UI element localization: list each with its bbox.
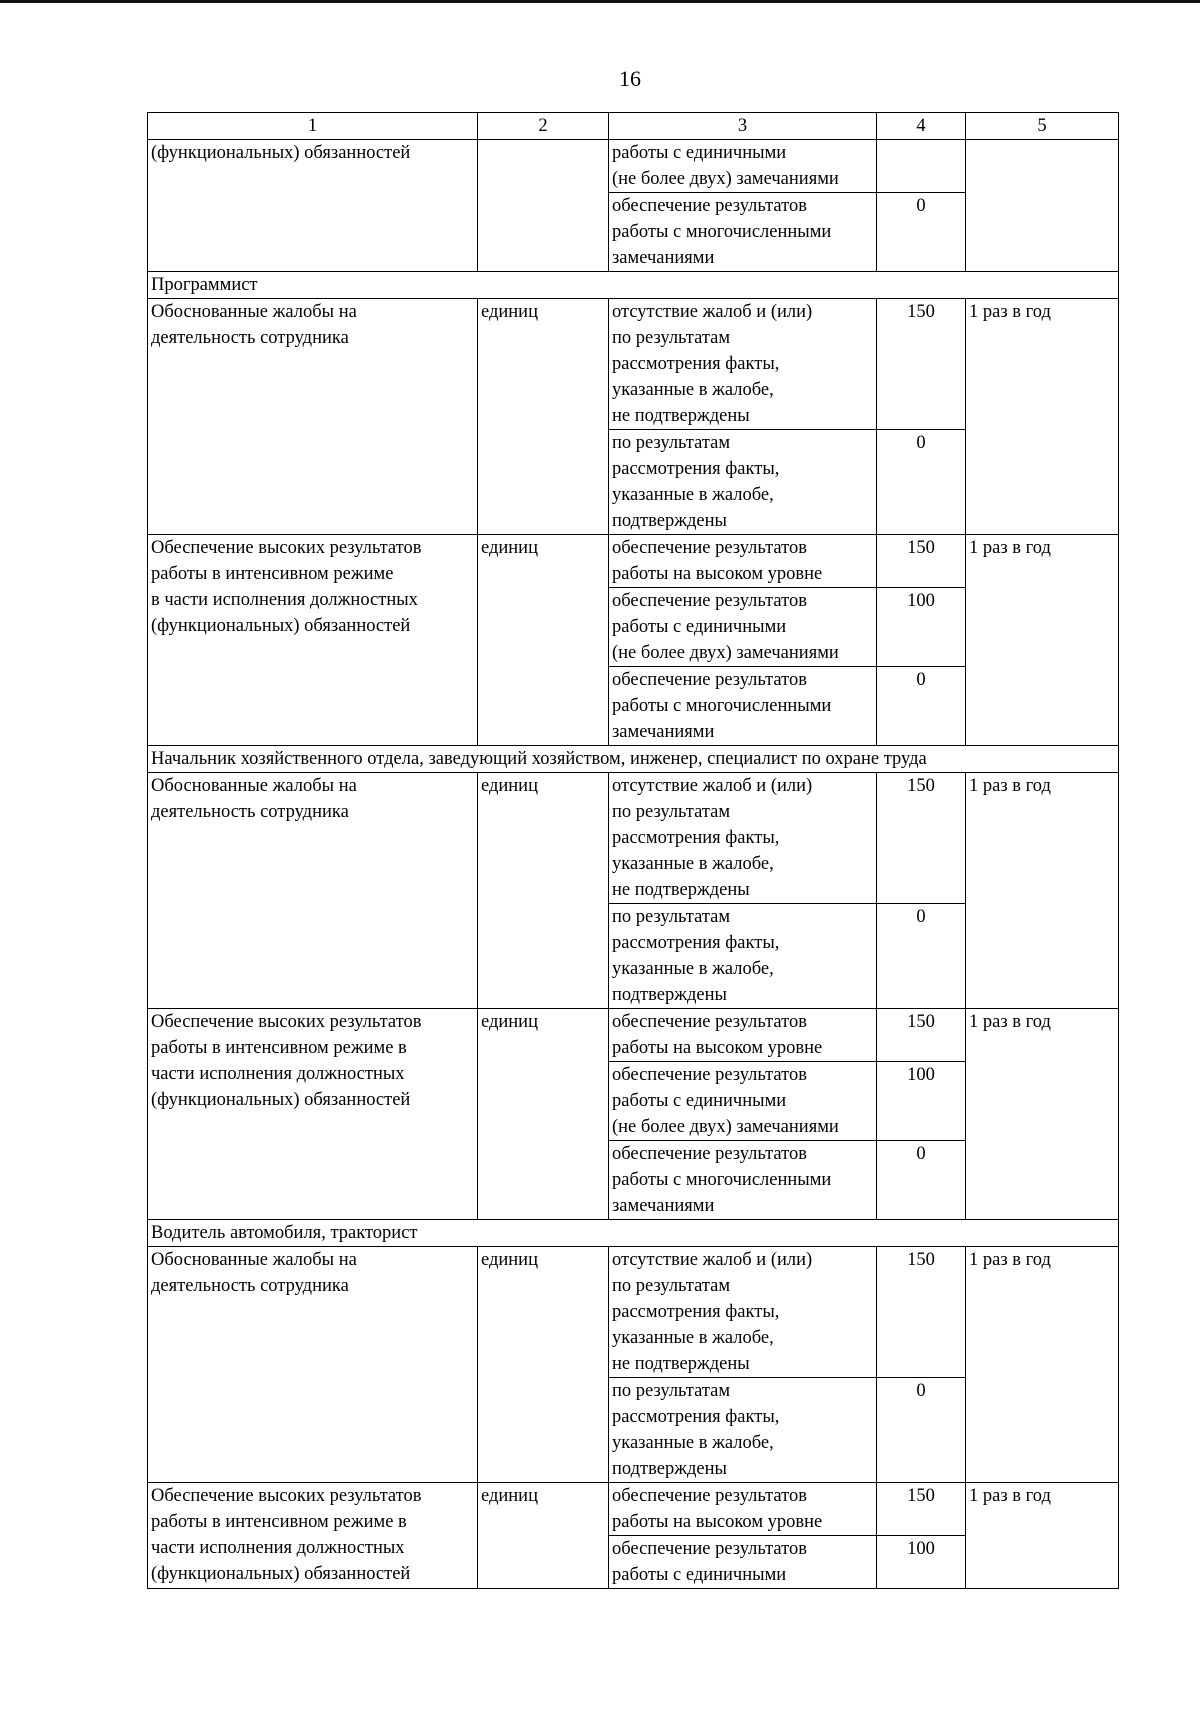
table-row — [148, 299, 1119, 430]
criterion-text-text: по результатам рассмотрения факты, указанные в жалобе, подтверждены — [612, 1381, 780, 1479]
points-value-text: 150 — [907, 1486, 935, 1506]
criterion-text — [609, 299, 877, 430]
periodicity-cell-text: 1 раз в год — [969, 302, 1051, 322]
table-row — [148, 1009, 1119, 1062]
unit-cell — [478, 1247, 609, 1483]
points-value — [877, 1062, 966, 1141]
criterion-text-text: работы с единичными (не более двух) замечаниями — [612, 143, 839, 189]
points-value — [877, 1009, 966, 1062]
criterion-text-text: обеспечение результатов работы с многочисленными замечаниями — [612, 1144, 832, 1216]
unit-cell-text: единиц — [481, 1486, 538, 1506]
column-number: 5 — [966, 113, 1119, 140]
criterion-text-text: обеспечение результатов работы с многочисленными замечаниями — [612, 196, 832, 268]
criterion-text — [609, 773, 877, 904]
points-value-text: 0 — [916, 1381, 926, 1401]
points-value — [877, 1483, 966, 1536]
points-value-text: 0 — [916, 907, 926, 927]
points-value-text: 0 — [916, 433, 926, 453]
page-number: 16 — [619, 66, 641, 91]
section-row — [148, 1220, 1119, 1247]
criterion-text — [609, 1483, 877, 1536]
criterion-text-text: отсутствие жалоб и (или) по результатам рассмотрения факты, указанные в жалобе, не подтверждены — [612, 302, 813, 426]
criterion-text-text: обеспечение результатов работы с единичными (не более двух) замечаниями — [612, 591, 839, 663]
indicator-name — [148, 535, 478, 746]
criterion-text — [609, 193, 877, 272]
points-value-text: 100 — [907, 1539, 935, 1559]
points-value-text: 0 — [916, 1144, 926, 1164]
periodicity-cell-text: 1 раз в год — [969, 538, 1051, 558]
section-row — [148, 746, 1119, 773]
criterion-text — [609, 588, 877, 667]
periodicity-cell — [966, 140, 1119, 272]
points-value — [877, 1141, 966, 1220]
criterion-text — [609, 1536, 877, 1589]
column-number: 4 — [877, 113, 966, 140]
criterion-text-text: по результатам рассмотрения факты, указанные в жалобе, подтверждены — [612, 433, 780, 531]
points-value-text: 100 — [907, 1065, 935, 1085]
indicator-name-text: Обеспечение высоких результатов работы в интенсивном режиме в части исполнения должностных (функциональных) обязанностей — [151, 1012, 422, 1110]
indicator-name — [148, 299, 478, 535]
periodicity-cell-text: 1 раз в год — [969, 1486, 1051, 1506]
unit-cell — [478, 140, 609, 272]
criterion-text — [609, 140, 877, 193]
criterion-text-text: отсутствие жалоб и (или) по результатам рассмотрения факты, указанные в жалобе, не подтверждены — [612, 1250, 813, 1374]
points-value-text: 150 — [907, 1250, 935, 1270]
indicator-name — [148, 773, 478, 1009]
indicator-name — [148, 1009, 478, 1220]
criterion-text-text: обеспечение результатов работы на высоком уровне — [612, 538, 823, 584]
periodicity-cell-text: 1 раз в год — [969, 1250, 1051, 1270]
unit-cell — [478, 299, 609, 535]
points-value-text: 150 — [907, 302, 935, 322]
criterion-text — [609, 667, 877, 746]
table-row — [148, 773, 1119, 904]
criterion-text-text: обеспечение результатов работы с многочисленными замечаниями — [612, 670, 832, 742]
unit-cell-text: единиц — [481, 538, 538, 558]
criterion-text — [609, 1247, 877, 1378]
periodicity-cell-text: 1 раз в год — [969, 1012, 1051, 1032]
criterion-text-text: обеспечение результатов работы на высоком уровне — [612, 1486, 823, 1532]
unit-cell — [478, 535, 609, 746]
periodicity-cell — [966, 535, 1119, 746]
table-row — [148, 535, 1119, 588]
points-value — [877, 535, 966, 588]
periodicity-cell — [966, 1247, 1119, 1483]
column-number: 1 — [148, 113, 478, 140]
section-title-text: Начальник хозяйственного отдела, заведующий хозяйством, инженер, специалист по охране труда — [151, 749, 927, 769]
unit-cell-text: единиц — [481, 1250, 538, 1270]
criterion-text-text: отсутствие жалоб и (или) по результатам рассмотрения факты, указанные в жалобе, не подтверждены — [612, 776, 813, 900]
section-title — [148, 272, 1119, 299]
periodicity-cell — [966, 1009, 1119, 1220]
indicator-name-text: Обоснованные жалобы на деятельность сотрудника — [151, 776, 357, 822]
column-number-row — [148, 113, 1119, 140]
points-value-text: 150 — [907, 538, 935, 558]
table-row — [148, 1483, 1119, 1536]
points-value — [877, 1536, 966, 1589]
section-title — [148, 1220, 1119, 1247]
points-value — [877, 430, 966, 535]
criterion-text-text: по результатам рассмотрения факты, указанные в жалобе, подтверждены — [612, 907, 780, 1005]
periodicity-cell-text: 1 раз в год — [969, 776, 1051, 796]
table-row — [148, 140, 1119, 193]
points-value — [877, 1378, 966, 1483]
unit-cell — [478, 773, 609, 1009]
indicator-name — [148, 140, 478, 272]
points-value — [877, 667, 966, 746]
section-title-text: Водитель автомобиля, тракторист — [151, 1223, 418, 1243]
criterion-text-text: обеспечение результатов работы с единичными — [612, 1539, 807, 1585]
section-row — [148, 272, 1119, 299]
unit-cell — [478, 1009, 609, 1220]
points-value — [877, 588, 966, 667]
points-value-text: 0 — [916, 196, 926, 216]
points-value-text: 100 — [907, 591, 935, 611]
points-value — [877, 1247, 966, 1378]
unit-cell-text: единиц — [481, 302, 538, 322]
criterion-text — [609, 430, 877, 535]
unit-cell — [478, 1483, 609, 1589]
criterion-text — [609, 904, 877, 1009]
section-title-text: Программист — [151, 275, 258, 295]
indicator-name-text: (функциональных) обязанностей — [151, 143, 411, 163]
indicator-name-text: Обеспечение высоких результатов работы в интенсивном режиме в части исполнения должностных (функциональных) обязанностей — [151, 538, 422, 636]
points-value — [877, 904, 966, 1009]
criterion-text — [609, 1062, 877, 1141]
points-value-text: 0 — [916, 670, 926, 690]
periodicity-cell — [966, 299, 1119, 535]
periodicity-cell — [966, 1483, 1119, 1589]
unit-cell-text: единиц — [481, 776, 538, 796]
table-row — [148, 1247, 1119, 1378]
indicator-name — [148, 1483, 478, 1589]
points-value — [877, 299, 966, 430]
column-number: 3 — [609, 113, 877, 140]
periodicity-cell — [966, 773, 1119, 1009]
unit-cell-text: единиц — [481, 1012, 538, 1032]
points-value-text: 150 — [907, 1012, 935, 1032]
indicator-name-text: Обоснованные жалобы на деятельность сотрудника — [151, 1250, 357, 1296]
criterion-text — [609, 1378, 877, 1483]
column-number: 2 — [478, 113, 609, 140]
scan-top-edge — [0, 0, 1200, 3]
indicator-name-text: Обоснованные жалобы на деятельность сотрудника — [151, 302, 357, 348]
points-value-text: 150 — [907, 776, 935, 796]
points-value — [877, 773, 966, 904]
indicator-name-text: Обеспечение высоких результатов работы в интенсивном режиме в части исполнения должностных (функциональных) обязанностей — [151, 1486, 422, 1584]
indicator-name — [148, 1247, 478, 1483]
criterion-text-text: обеспечение результатов работы с единичными (не более двух) замечаниями — [612, 1065, 839, 1137]
criterion-text — [609, 535, 877, 588]
points-value — [877, 193, 966, 272]
section-title — [148, 746, 1119, 773]
criterion-text — [609, 1009, 877, 1062]
criterion-text-text: обеспечение результатов работы на высоком уровне — [612, 1012, 823, 1058]
criteria-table — [147, 112, 1119, 1589]
points-value — [877, 140, 966, 193]
criterion-text — [609, 1141, 877, 1220]
